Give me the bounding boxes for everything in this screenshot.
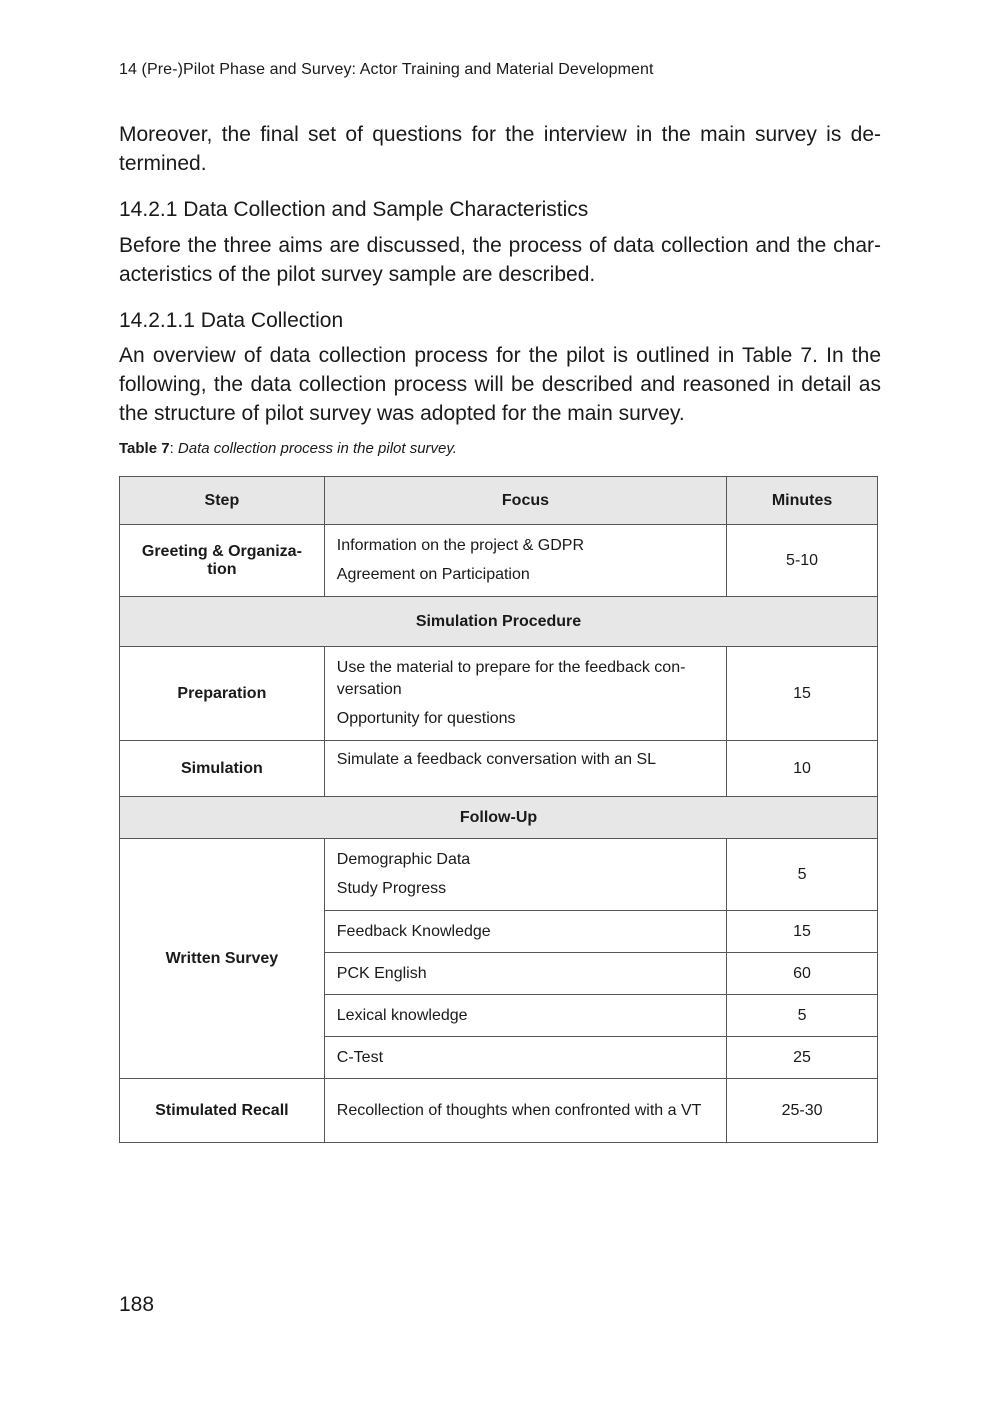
focus-demographics (324, 839, 726, 911)
running-header: 14 (Pre-)Pilot Phase and Survey: Actor Training and Material Development (119, 61, 654, 78)
section-row (120, 597, 878, 647)
page-number: 188 (119, 1293, 155, 1316)
table-row (120, 839, 878, 911)
caption-label: Table 7 (119, 440, 170, 457)
focus-stimulated-recall (324, 1079, 726, 1143)
focus-line: Information on the project & GDPR (336, 537, 585, 554)
focus-line: Use the material to prepare for the feedback con-versation (336, 659, 686, 698)
focus-line: Recollection of thoughts when confronted with a VT (336, 1101, 702, 1119)
caption-separator: : (169, 440, 178, 457)
focus-line: Demographic Data (336, 851, 471, 868)
section-simulation-procedure: Simulation Procedure (120, 597, 878, 647)
step-written-survey: Written Survey (120, 839, 325, 1079)
table-row (120, 1079, 878, 1143)
paragraph-aims: Before the three aims are discussed, the process of data collection and the char-acteristics of the pilot survey sample are described. (119, 234, 881, 286)
section-follow-up: Follow-Up (120, 797, 878, 839)
focus-line: Opportunity for questions (336, 710, 516, 727)
table-row (120, 647, 878, 741)
focus-c-test: C-Test (324, 1037, 726, 1079)
step-greeting: Greeting & Organiza-tion (120, 525, 325, 597)
minutes-demographics: 5 (727, 839, 878, 911)
step-simulation: Simulation (120, 741, 325, 797)
focus-pck-english: PCK English (324, 953, 726, 995)
focus-line: Simulate a feedback conversation with an SL (336, 751, 657, 768)
paragraph-intro: Moreover, the final set of questions for the interview in the main survey is de-termined. (119, 123, 881, 175)
caption-text: Data collection process in the pilot survey. (177, 440, 457, 457)
table-header-row (120, 477, 878, 525)
minutes-simulation: 10 (727, 741, 878, 797)
table-row (120, 741, 878, 797)
focus-feedback-knowledge: Feedback Knowledge (324, 911, 726, 953)
header-minutes: Minutes (727, 477, 878, 525)
minutes-stimulated-recall: 25-30 (727, 1079, 878, 1143)
focus-lexical-knowledge: Lexical knowledge (324, 995, 726, 1037)
paragraph-overview: An overview of data collection process for the pilot is outlined in Table 7. In the following, the data collection process will be described and reasoned in detail as the structure of pilot survey was adopted for the main survey. (119, 344, 881, 425)
minutes-pck-english: 60 (727, 953, 878, 995)
focus-greeting (324, 525, 726, 597)
table-row (120, 525, 878, 597)
minutes-lexical-knowledge: 5 (727, 995, 878, 1037)
table-caption (119, 440, 457, 457)
subsection-heading: 14.2.1.1 Data Collection (119, 309, 344, 332)
focus-simulation (324, 741, 726, 797)
focus-line: Study Progress (336, 880, 447, 897)
header-focus: Focus (324, 477, 726, 525)
minutes-c-test: 25 (727, 1037, 878, 1079)
minutes-preparation: 15 (727, 647, 878, 741)
section-row (120, 797, 878, 839)
minutes-greeting: 5-10 (727, 525, 878, 597)
focus-preparation (324, 647, 726, 741)
step-stimulated-recall: Stimulated Recall (120, 1079, 325, 1143)
section-heading: 14.2.1 Data Collection and Sample Characteristics (119, 198, 589, 221)
header-step: Step (120, 477, 325, 525)
data-collection-table (119, 476, 878, 1143)
focus-line: Agreement on Participation (336, 566, 530, 583)
step-preparation: Preparation (120, 647, 325, 741)
minutes-feedback-knowledge: 15 (727, 911, 878, 953)
